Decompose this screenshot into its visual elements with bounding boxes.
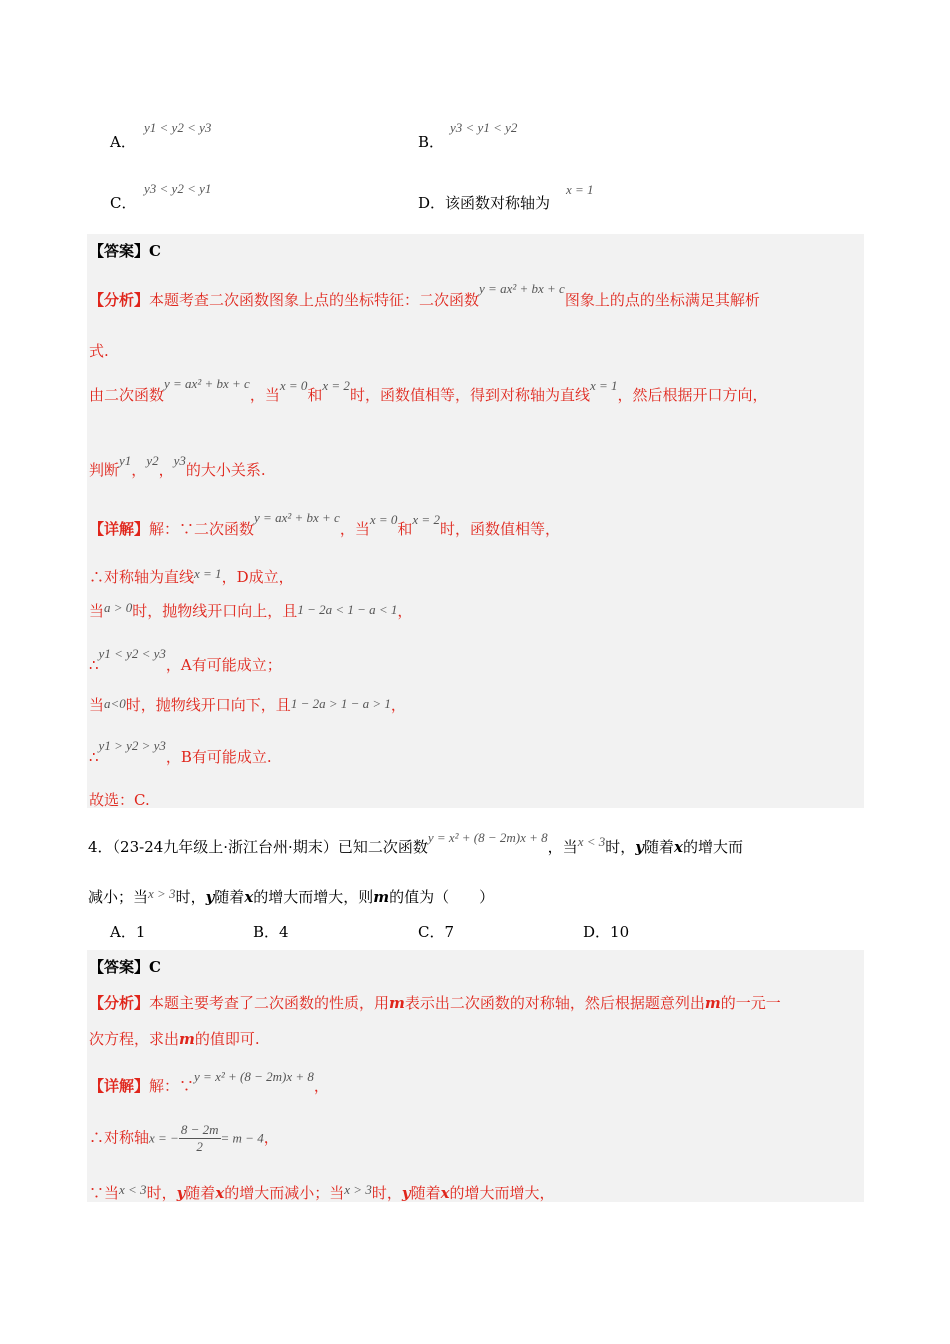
q3-analysis-line3: 由二次函数y = ax² + bx + c，当x = 0和x = 2时，函数值相等，得到对称轴为直线x = 1，然后根据开口方向，	[89, 376, 768, 404]
q3-detail-line7: 故选：C.	[89, 791, 150, 809]
q3-detail-line1: 【详解】解：∵二次函数y = ax² + bx + c，当x = 0和x = 2时，函数值相等，	[89, 510, 560, 538]
q3-detail-line4: ∴y1 < y2 < y3，A有可能成立；	[89, 646, 282, 674]
q3-detail-line3: 当a > 0时，抛物线开口向上，且1 − 2a < 1 − a < 1，	[89, 600, 413, 620]
q3-detail-line6: ∴y1 > y2 > y3，B有可能成立.	[89, 738, 272, 766]
q4-analysis-line2: 次方程，求出m的值即可.	[89, 1030, 260, 1048]
q4-option-d: D．10	[583, 923, 630, 941]
q3-detail-line2: ∴对称轴为直线x = 1，D成立，	[89, 566, 294, 586]
q4-detail-line3: ∵当x < 3时，y随着x的增大而减小；当x > 3时，y随着x的增大而增大，	[89, 1182, 555, 1202]
q4-answer: 【答案】C	[89, 958, 161, 976]
axis-fraction: $\frac{8 - 2m}{2}$	[180, 1122, 219, 1154]
option-c-label: C．	[110, 194, 137, 212]
q3-analysis-line1: 【分析】本题考查二次函数图象上点的坐标特征：二次函数y = ax² + bx + c图象上的点的坐标满足其解析	[89, 281, 760, 309]
q4-option-c: C．7	[418, 923, 455, 941]
q3-detail-line5: 当a<0时，抛物线开口向下，且1 − 2a > 1 − a > 1，	[89, 696, 406, 714]
q4-detail-line2: ∴对称轴x = − $\frac{8 - 2m}{2}$ = m − 4，	[89, 1122, 279, 1154]
q3-analysis-line4: 判断y1，y2，y3的大小关系.	[89, 453, 266, 479]
option-a-label: A．	[110, 133, 136, 151]
option-b-label: B．	[418, 133, 445, 151]
q3-analysis-line2: 式.	[89, 342, 109, 360]
q3-solution-panel	[87, 234, 864, 808]
option-d-label: D．该函数对称轴为	[418, 194, 551, 212]
q4-analysis-line1: 【分析】本题主要考查了二次函数的性质，用m表示出二次函数的对称轴，然后根据题意列出m的一元一	[89, 994, 781, 1012]
option-c-math: y3 < y2 < y1	[144, 181, 212, 196]
option-a-math: y1 < y2 < y3	[144, 120, 212, 135]
q4-detail-line1: 【详解】解：∵y = x² + (8 − 2m)x + 8，	[89, 1069, 329, 1095]
option-b-math: y3 < y1 < y2	[450, 120, 518, 135]
q4-stem-line1: 4．（23-24九年级上·浙江台州·期末）已知二次函数y = x² + (8 − 2m)x + 8，当x < 3时，y随着x的增大而	[88, 830, 743, 856]
option-d-math: x = 1	[566, 182, 594, 197]
q4-stem-line2: 减小；当x > 3时，y随着x的增大而增大，则m的值为（ ）	[88, 886, 495, 906]
option-d-text: 该函数对称轴为	[445, 194, 551, 212]
q4-solution-panel	[87, 950, 864, 1202]
q3-answer: 【答案】C	[89, 242, 161, 260]
q4-option-b: B．4	[253, 923, 289, 941]
q4-option-a: A．1	[110, 923, 146, 941]
